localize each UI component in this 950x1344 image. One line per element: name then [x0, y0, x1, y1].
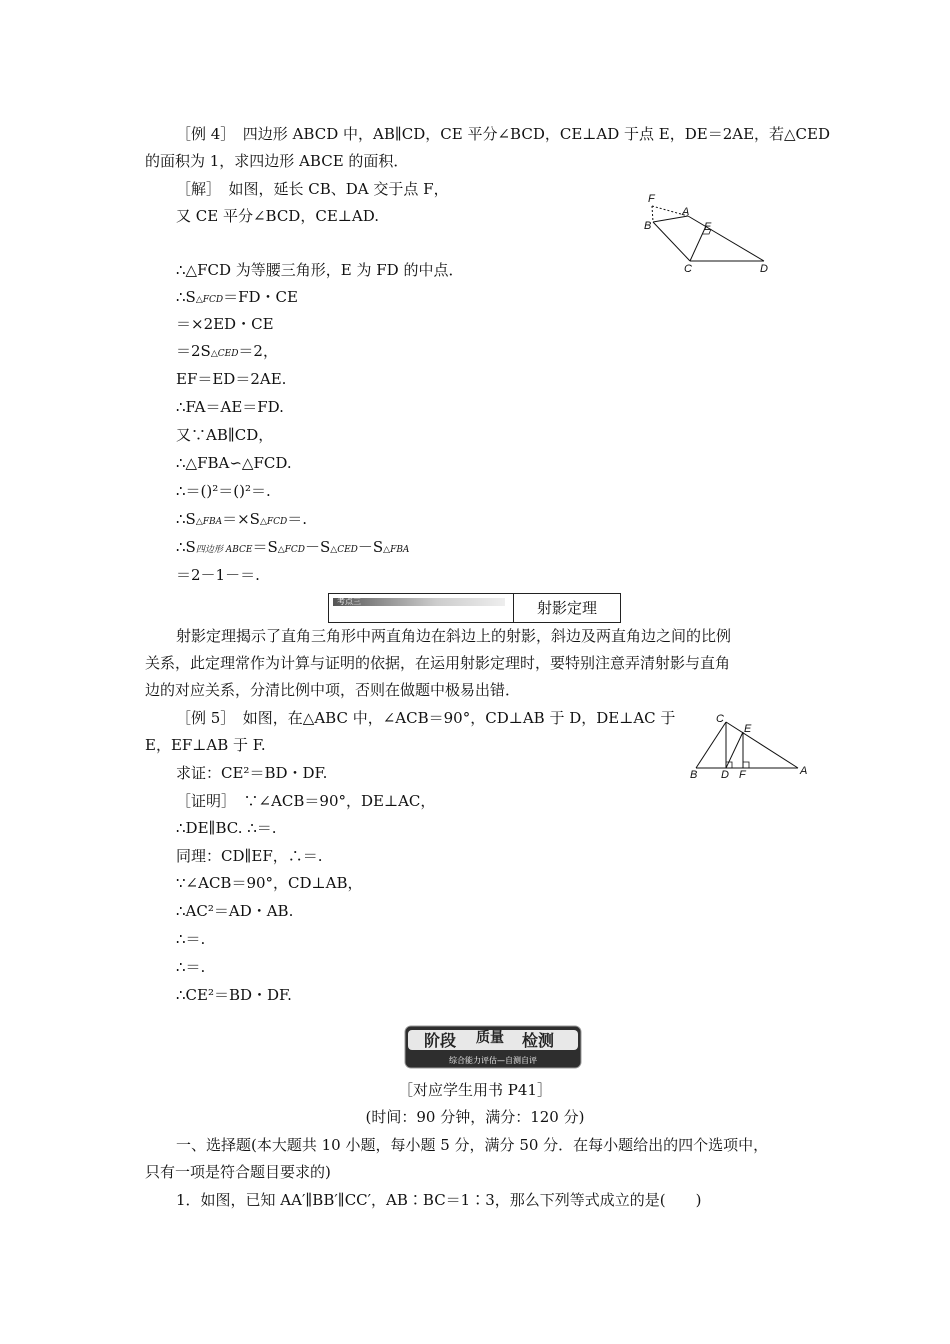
banner-title-c: 检测: [522, 1031, 555, 1050]
solution-step-6: 又∵AB∥CD，: [176, 426, 274, 444]
solution-step-area-fcd: ∴S△FCD＝FD・CE: [176, 288, 298, 306]
question-1: 1．如图，已知 AA′∥BB′∥CC′，AB∶BC＝1∶3，那么下列等式成立的是( ): [176, 1191, 702, 1209]
fig4-label-b: B: [644, 220, 652, 232]
solution-line-1: ［解］ 如图，延长 CB、DA 交于点 F，: [176, 180, 449, 198]
example4-line2: 的面积为 1，求四边形 ABCE 的面积．: [145, 152, 409, 170]
fig4-label-d: D: [760, 263, 768, 274]
fig5-label-c: C: [716, 713, 724, 725]
solution-step-5: ∴FA＝AE＝FD.: [176, 398, 284, 416]
example4-line1: ［例 4］ 四边形 ABCD 中，AB∥CD，CE 平分∠BCD，CE⊥AD 于点 E，DE＝2AE，若△CED: [176, 125, 831, 143]
banner-subtitle: 综合能力评估—自测自评: [449, 1056, 537, 1065]
proof-line-6: ∴AC²＝AD・AB.: [176, 902, 294, 920]
proof-line-9: ∴CE²＝BD・DF.: [176, 986, 292, 1004]
part1-line2: 只有一项是符合题目要求的): [145, 1163, 331, 1181]
solution-step-3: ＝2S△CED＝2，: [176, 342, 278, 360]
solution-step-10: ∴S四边形 ABCE＝S△FCD－S△CED－S△FBA: [176, 538, 410, 556]
projection-para-line-3: 边的对应关系，分清比例中项，否则在做题中极易出错．: [145, 681, 521, 699]
example5-line1: ［例 5］ 如图，在△ABC 中，∠ACB＝90°，CD⊥AB 于 D，DE⊥AC 于: [176, 709, 676, 727]
solution-step-4: EF＝ED＝2AE.: [176, 370, 287, 388]
fig4-label-a: A: [682, 206, 690, 218]
example5-line2: E，EF⊥AB 于 F.: [145, 736, 266, 754]
part1-line1: 一、选择题(本大题共 10 小题，每小题 5 分，满分 50 分．在每小题给出的四个选项中，: [176, 1136, 769, 1154]
solution-step-11: ＝2－1－＝.: [176, 566, 260, 584]
solution-step-7: ∴△FBA∽△FCD.: [176, 454, 292, 472]
fig5-label-d: D: [721, 769, 729, 780]
stage-test-banner: [404, 1022, 582, 1070]
section-three-tag-cell: [329, 594, 514, 622]
example5-figure: [686, 710, 814, 780]
proof-line-8: ∴＝.: [176, 958, 206, 976]
time-and-score: (时间：90 分钟，满分：120 分): [365, 1108, 585, 1126]
solution-step-2: ＝×2ED・CE: [176, 315, 274, 333]
proof-line-1: 求证：CE²＝BD・DF.: [176, 764, 328, 782]
solution-line-3: ∴△FCD 为等腰三角形，E 为 FD 的中点．: [176, 261, 464, 279]
fig4-label-f: F: [648, 193, 655, 205]
banner-title-b: 质量: [476, 1030, 504, 1046]
fig5-label-a: A: [800, 765, 808, 777]
fig4-label-e: E: [704, 221, 712, 233]
example4-figure: [640, 188, 780, 274]
projection-para-line-2: 关系，此定理常作为计算与证明的依据，在运用射影定理时，要特别注意弄清射影与直角: [145, 654, 731, 672]
section-three-header: [328, 593, 621, 623]
fig5-label-e: E: [744, 723, 752, 735]
proof-line-7: ∴＝.: [176, 930, 206, 948]
proof-line-4: 同理：CD∥EF，∴＝.: [176, 847, 323, 865]
section-three-title: 射影定理: [536, 599, 597, 617]
fig4-label-c: C: [684, 263, 692, 274]
fig5-label-f: F: [739, 769, 746, 780]
section-three-tag: 考点三: [333, 598, 505, 606]
solution-step-8: ∴＝()²＝()²＝.: [176, 482, 271, 500]
proof-line-5: ∵∠ACB＝90°，CD⊥AB，: [176, 874, 363, 892]
solution-line-2: 又 CE 平分∠BCD，CE⊥AD.: [176, 207, 379, 225]
proof-line-3: ∴DE∥BC. ∴＝.: [176, 819, 277, 837]
student-book-ref: ［对应学生用书 P41］: [398, 1081, 552, 1099]
solution-step-9: ∴S△FBA＝×S△FCD＝.: [176, 510, 308, 528]
fig5-label-b: B: [690, 769, 698, 780]
projection-para-line-1: 射影定理揭示了直角三角形中两直角边在斜边上的射影，斜边及两直角边之间的比例: [176, 627, 732, 645]
banner-title-a: 阶段: [424, 1031, 457, 1050]
proof-line-2: ［证明］ ∵∠ACB＝90°，DE⊥AC，: [176, 792, 436, 810]
